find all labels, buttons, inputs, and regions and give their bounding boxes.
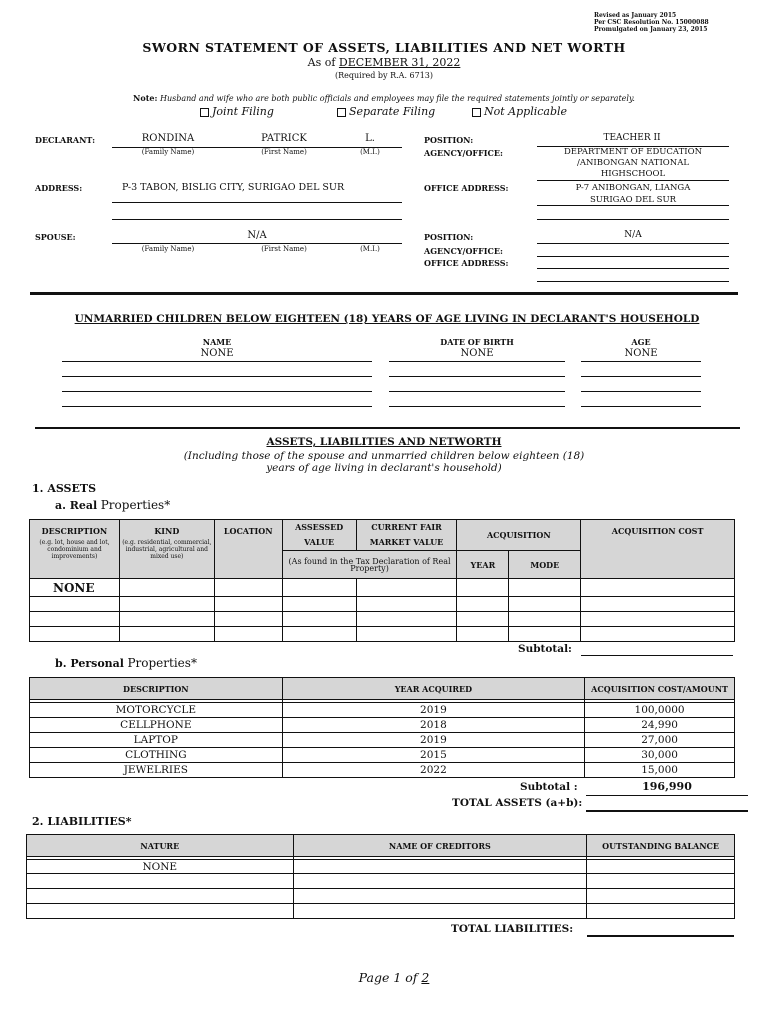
checkbox-icon[interactable] [200, 108, 209, 117]
table-row [27, 904, 735, 919]
filing-note: Note: Husband and wife who are both public officials and employees may file the required statements jointly or separately. [133, 93, 635, 103]
child-entry-line[interactable] [581, 376, 701, 377]
personal-properties-label: b. Personal Properties* [55, 656, 197, 670]
child-entry-line[interactable] [62, 391, 372, 392]
personal-item-description[interactable]: CELLPHONE [30, 718, 283, 733]
col-acquisition: ACQUISITION [457, 520, 581, 551]
real-subtotal-field[interactable] [581, 655, 733, 656]
required-by: (Required by R.A. 6713) [334, 71, 434, 80]
children-col-dob: DATE OF BIRTH [440, 337, 514, 347]
liabilities-col-nature: NATURE [27, 835, 294, 857]
personal-item-description[interactable]: JEWELRIES [30, 763, 283, 778]
spouse-first-caption: (First Name) [261, 245, 307, 253]
spouse-mi-caption: (M.I.) [360, 245, 380, 253]
assets-label: 1. ASSETS [32, 482, 97, 495]
child-entry-line[interactable] [581, 361, 701, 362]
child-age[interactable]: NONE [624, 348, 658, 359]
total-assets-field[interactable] [586, 810, 748, 812]
personal-item-year[interactable]: 2019 [282, 733, 584, 748]
child-entry-line[interactable] [62, 406, 372, 407]
declarant-position[interactable]: TEACHER II [603, 133, 661, 143]
personal-item-cost[interactable]: 100,0000 [585, 703, 735, 718]
address-line-1 [112, 202, 402, 203]
assets-heading: ASSETS, LIABILITIES AND NETWORTH [266, 436, 502, 448]
page-number: Page 1 of 2 [358, 970, 430, 985]
address-line-2 [112, 219, 402, 220]
section-divider [30, 292, 738, 295]
personal-item-cost[interactable]: 15,000 [585, 763, 735, 778]
spouse-office-line-2 [537, 281, 729, 282]
table-row [30, 763, 735, 778]
real-properties-label: a. Real Properties* [55, 498, 171, 512]
personal-subtotal-line [586, 795, 748, 796]
declarant-label: DECLARANT: [35, 135, 96, 145]
personal-col-description: DESCRIPTION [30, 678, 283, 700]
child-entry-line[interactable] [581, 391, 701, 392]
personal-item-description[interactable]: MOTORCYCLE [30, 703, 283, 718]
personal-col-year: YEAR ACQUIRED [282, 678, 584, 700]
table-row [30, 627, 735, 642]
children-title: UNMARRIED CHILDREN BELOW EIGHTEEN (18) YEARS OF AGE LIVING IN DECLARANT'S HOUSEHOLD [74, 313, 700, 325]
joint-filing-option[interactable]: Joint Filing [200, 105, 274, 118]
col-acquisition-cost: ACQUISITION COST [581, 520, 735, 579]
table-row [30, 718, 735, 733]
position-label: POSITION: [424, 135, 474, 145]
personal-col-cost: ACQUISITION COST/AMOUNT [585, 678, 735, 700]
assets-sub-2: years of age living in declarant's household) [266, 462, 502, 474]
agency-line [537, 180, 729, 181]
declarant-first-name[interactable]: PATRICK [261, 133, 307, 144]
assets-sub-1: (Including those of the spouse and unmarried children below eighteen (18) [183, 450, 585, 462]
liability-entry[interactable]: NONE [27, 860, 294, 874]
spouse-position[interactable]: N/A [624, 230, 642, 240]
personal-item-cost[interactable]: 30,000 [585, 748, 735, 763]
liabilities-col-creditors: NAME OF CREDITORS [293, 835, 587, 857]
personal-item-year[interactable]: 2022 [282, 763, 584, 778]
child-entry-line[interactable] [581, 406, 701, 407]
children-col-name: NAME [202, 337, 232, 347]
col-year: YEAR [457, 551, 509, 579]
table-row [30, 597, 735, 612]
real-subtotal-label: Subtotal: [518, 643, 572, 655]
personal-item-cost[interactable]: 27,000 [585, 733, 735, 748]
child-dob[interactable]: NONE [460, 348, 494, 359]
col-location: LOCATION [214, 520, 282, 579]
revision-note: Revised as January 2015 Per CSC Resolution No. 15000088 Promulgated on January 23, 2015 [594, 12, 709, 33]
personal-item-year[interactable]: 2015 [282, 748, 584, 763]
spouse-agency-label: AGENCY/OFFICE: [424, 246, 503, 256]
col-mode: MODE [509, 551, 581, 579]
table-row [30, 703, 735, 718]
total-assets-label: TOTAL ASSETS (a+b): [452, 797, 583, 809]
spouse-family-caption: (Family Name) [141, 245, 195, 253]
personal-item-year[interactable]: 2019 [282, 703, 584, 718]
col-description: DESCRIPTION (e.g. lot, house and lot, condominium and improvements) [30, 520, 120, 579]
spouse-office-line-1 [537, 268, 729, 269]
col-assessed: ASSESSED VALUE [282, 520, 356, 551]
family-name-caption: (Family Name) [141, 148, 195, 156]
checkbox-icon[interactable] [472, 108, 481, 117]
child-entry-line[interactable] [389, 361, 565, 362]
as-of-line: As of DECEMBER 31, 2022 [307, 56, 461, 69]
tax-declaration-note: (As found in the Tax Declaration of Real Property) [282, 551, 457, 579]
child-entry-line[interactable] [389, 376, 565, 377]
child-entry-line[interactable] [389, 391, 565, 392]
spouse-office-address-label: OFFICE ADDRESS: [424, 258, 509, 268]
mi-caption: (M.I.) [360, 148, 380, 156]
child-entry-line[interactable] [62, 361, 372, 362]
personal-item-cost[interactable]: 24,990 [585, 718, 735, 733]
spouse-name[interactable]: N/A [247, 230, 267, 241]
col-fair-market: CURRENT FAIR MARKET VALUE [356, 520, 457, 551]
table-row [30, 748, 735, 763]
child-name[interactable]: NONE [200, 348, 234, 359]
as-of-date: DECEMBER 31, 2022 [338, 56, 461, 69]
personal-subtotal-value[interactable]: 196,990 [642, 780, 692, 793]
children-divider [35, 427, 740, 429]
personal-subtotal-label: Subtotal : [520, 781, 578, 793]
office-address-label: OFFICE ADDRESS: [424, 183, 509, 193]
first-name-caption: (First Name) [261, 148, 307, 156]
table-row [30, 612, 735, 627]
total-liabilities-field[interactable] [587, 935, 734, 937]
personal-properties-table [29, 677, 735, 778]
liabilities-col-balance: OUTSTANDING BALANCE [587, 835, 735, 857]
table-row [27, 860, 735, 874]
agency-label: AGENCY/OFFICE: [424, 148, 503, 158]
spouse-label: SPOUSE: [35, 232, 76, 242]
table-row [27, 889, 735, 904]
col-kind: KIND (e.g. residential, commercial, industrial, agricultural and mixed use) [119, 520, 214, 579]
declarant-office-address[interactable]: P-7 ANIBONGAN, LIANGA SURIGAO DEL SUR [575, 183, 691, 205]
liabilities-label: 2. LIABILITIES* [32, 815, 132, 828]
checkbox-icon[interactable] [337, 108, 346, 117]
real-properties-table [29, 519, 735, 642]
table-row [30, 579, 735, 597]
children-col-age: AGE [631, 337, 651, 347]
spouse-position-label: POSITION: [424, 232, 474, 242]
child-entry-line[interactable] [62, 376, 372, 377]
page-title: SWORN STATEMENT OF ASSETS, LIABILITIES AND NET WORTH [142, 40, 626, 55]
real-property-entry[interactable]: NONE [30, 579, 120, 597]
liabilities-table [26, 834, 735, 919]
personal-item-description[interactable]: LAPTOP [30, 733, 283, 748]
spouse-agency-line [537, 256, 729, 257]
table-row [30, 733, 735, 748]
spouse-position-line [537, 243, 729, 244]
personal-item-year[interactable]: 2018 [282, 718, 584, 733]
declarant-family-name[interactable]: RONDINA [141, 133, 195, 144]
spouse-name-line [112, 243, 402, 244]
declarant-mi[interactable]: L. [365, 133, 375, 144]
total-liabilities-label: TOTAL LIABILITIES: [451, 923, 574, 935]
not-applicable-option[interactable]: Not Applicable [472, 105, 567, 118]
address-label: ADDRESS: [35, 183, 83, 193]
declarant-agency[interactable]: DEPARTMENT OF EDUCATION /ANIBONGAN NATIONAL HIGHSCHOOL [563, 147, 703, 179]
office-address-line-1 [537, 205, 729, 206]
declarant-address[interactable]: P-3 TABON, BISLIG CITY, SURIGAO DEL SUR [122, 182, 345, 193]
child-entry-line[interactable] [389, 406, 565, 407]
separate-filing-option[interactable]: Separate Filing [337, 105, 435, 118]
personal-item-description[interactable]: CLOTHING [30, 748, 283, 763]
office-address-line-2 [537, 219, 729, 220]
table-row [27, 874, 735, 889]
